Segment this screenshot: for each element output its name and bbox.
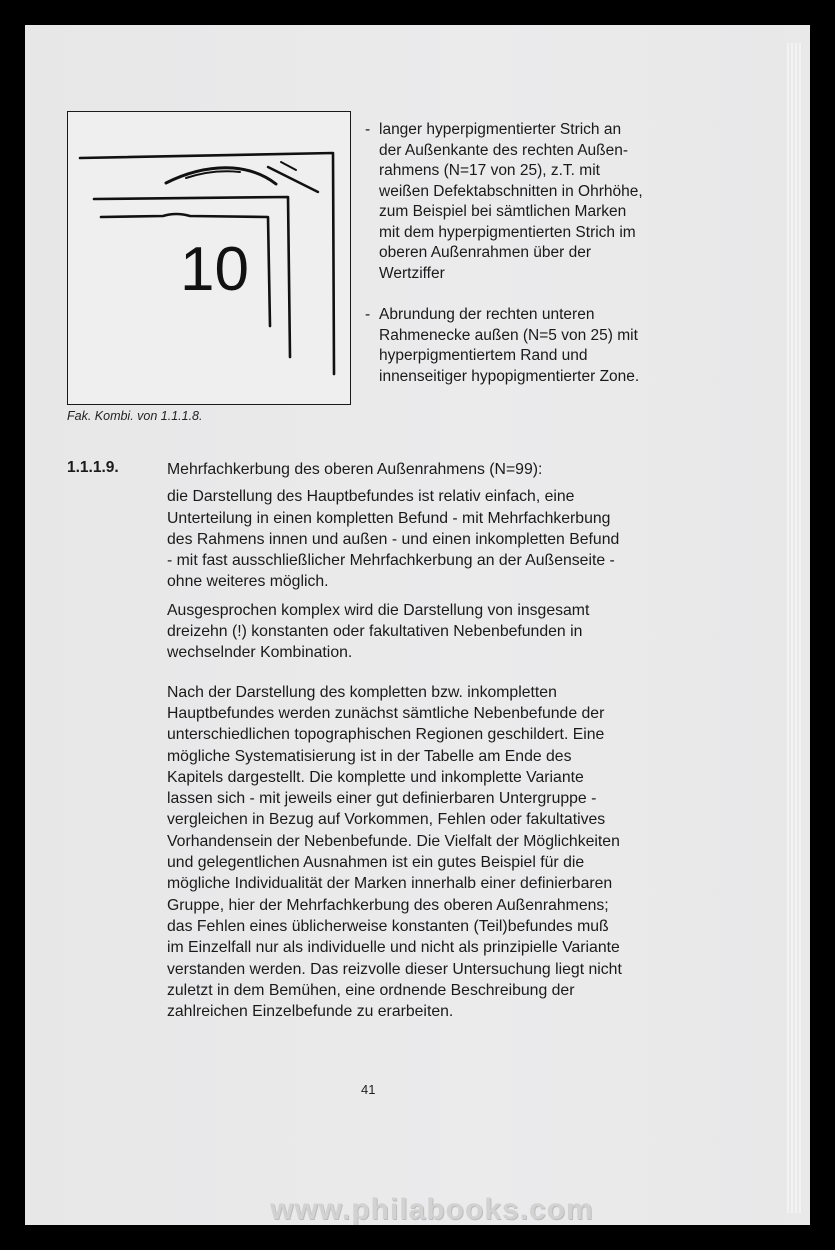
section-heading: Mehrfachkerbung des oberen Außenrahmens (N=99): (167, 461, 543, 478)
document-page (25, 25, 785, 1225)
watermark: www.philabooks.com (270, 1193, 594, 1225)
page-number: 41 (361, 1082, 376, 1097)
finding-item (365, 120, 685, 284)
section-number: 1.1.1.9. (67, 459, 119, 476)
findings-list (365, 120, 685, 401)
section-body (167, 459, 737, 1029)
page-photo (25, 25, 810, 1225)
figure-value-numeral: 10 (180, 235, 249, 304)
stamp-frame-drawing (68, 112, 350, 404)
bullet-dash: - (365, 306, 371, 323)
body-paragraph: Ausgesprochen komplex wird die Darstellung von insgesamt dreizehn (!) konstanten oder fakultativen Nebenbefunden in wechselnder Kombination. (167, 601, 590, 662)
finding-text: Abrundung der rechten unteren Rahmenecke außen (N=5 von 25) mit hyperpigmentiertem Rand und innenseitiger hypopigmentierter Zone. (379, 306, 640, 385)
finding-item (365, 305, 685, 387)
body-paragraph: die Darstellung des Hauptbefundes ist relativ einfach, eine Unterteilung in einen kompletten Befund - mit Mehrfachkerbung des Rahmens innen und außen - und einen inkompletten Befund - mit fast ausschließlicher Mehrfachkerbung an der Außenseite - ohne weiteres möglich. (167, 488, 620, 591)
bullet-dash: - (365, 121, 371, 138)
finding-text: langer hyperpigmentierter Strich an der Außenkante des rechten Außen- rahmens (N=17 von 25), z.T. mit weißen Defektabschnitten in Ohrhöhe, zum Beispiel bei sämtlichen Marken mit dem hyperpigmentierten Strich im oberen Außenrahmen über der Wertziffer (379, 121, 643, 282)
stamp-detail-figure (67, 111, 351, 405)
body-paragraph: Nach der Darstellung des kompletten bzw. inkompletten Hauptbefundes werden zunächst sämtliche Nebenbefunde der unterschiedlichen topographischen Regionen geschildert. Eine mögliche Systematisierung ist in der Tabelle am Ende des Kapitels dargestellt. Die komplette und inkomplette Variante lassen sich - mit jeweils einer gut definierbaren Untergruppe - vergleichen in Bezug auf Vorkommen, Fehlen oder fakultatives Vorhandensein der Nebenbefunde. Die Vielfalt der Möglichkeiten und gelegentlichen Ausnahmen ist ein gutes Beispiel für die mögliche Individualität der Marken innerhalb einer definierbaren Gruppe, hier der Mehrfachkerbung des oberen Außenrahmens; das Fehlen eines üblicherweise konstanten (Teil)befundes muß im Einzelfall nur als individuelle und nicht als prinzipielle Variante verstanden werden. Das reizvolle dieser Untersuchung liegt nicht zuletzt in dem Bemühen, eine ordnende Beschreibung der zahlreichen Einzelbefunde zu erarbeiten. (167, 683, 622, 1021)
figure-caption: Fak. Kombi. von 1.1.1.8. (67, 409, 203, 423)
